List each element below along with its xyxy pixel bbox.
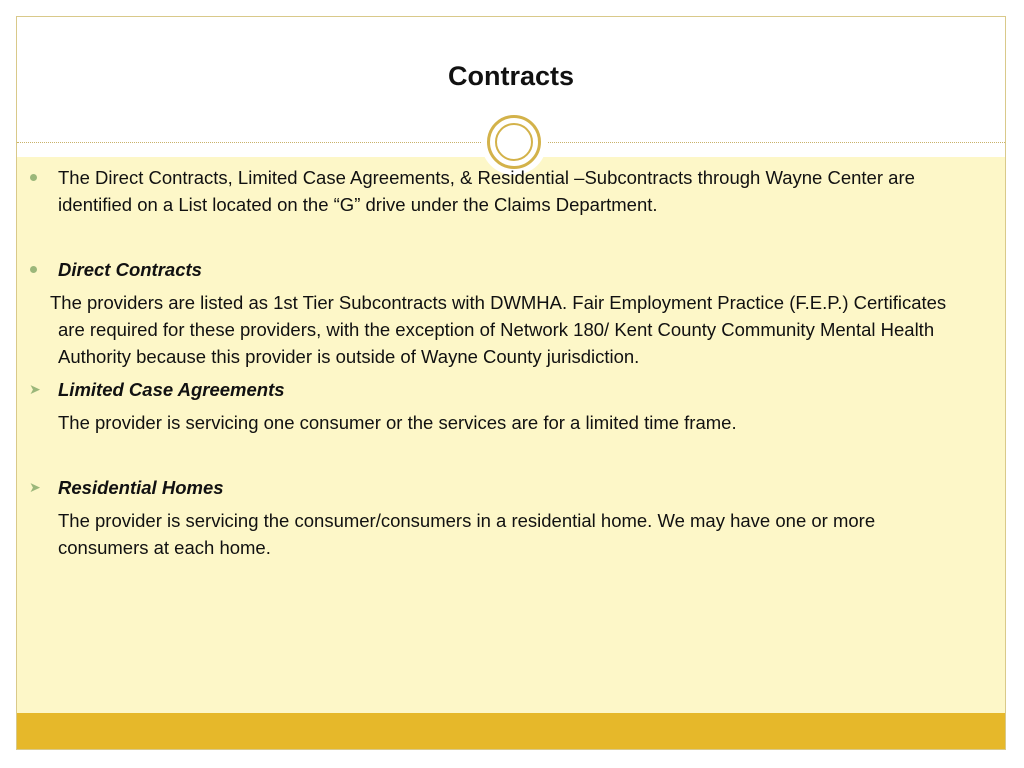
- round-bullet-icon: [30, 174, 37, 181]
- footer-bar: [17, 713, 1005, 749]
- round-bullet-icon: [30, 266, 37, 273]
- slide-body: [28, 164, 958, 561]
- limited-case-heading: Limited Case Agreements: [58, 379, 285, 400]
- intro-text: The Direct Contracts, Limited Case Agreements, & Residential –Subcontracts through Wayne Center are identified on a List located on the “G” drive under the Claims Department.: [58, 167, 915, 215]
- arrow-bullet-icon: ➤: [29, 479, 41, 495]
- inner-ring: [495, 123, 533, 161]
- bullet-direct-contracts: [28, 256, 958, 283]
- residential-text: The provider is servicing the consumer/consumers in a residential home. We may have one or more consumers at each home.: [58, 510, 876, 558]
- direct-contracts-text: The providers are listed as 1st Tier Subcontracts with DWMHA. Fair Employment Practice (F.E.P.) Certificates are required for these providers, with the exception of Network 180/ Kent County Community Mental Health Authority because this provider is outside of Wayne County jurisdiction.: [50, 292, 947, 367]
- limited-case-text: The provider is servicing one consumer or the services are for a limited time frame.: [58, 412, 737, 433]
- double-ring-ornament-icon: [487, 115, 541, 169]
- bullet-intro: [28, 164, 958, 218]
- bullet-residential: [28, 474, 958, 501]
- residential-heading: Residential Homes: [58, 477, 224, 498]
- arrow-bullet-icon: ➤: [29, 381, 41, 397]
- bullet-limited-case: [28, 376, 958, 403]
- direct-contracts-heading: Direct Contracts: [58, 259, 202, 280]
- slide-title: Contracts: [447, 61, 575, 91]
